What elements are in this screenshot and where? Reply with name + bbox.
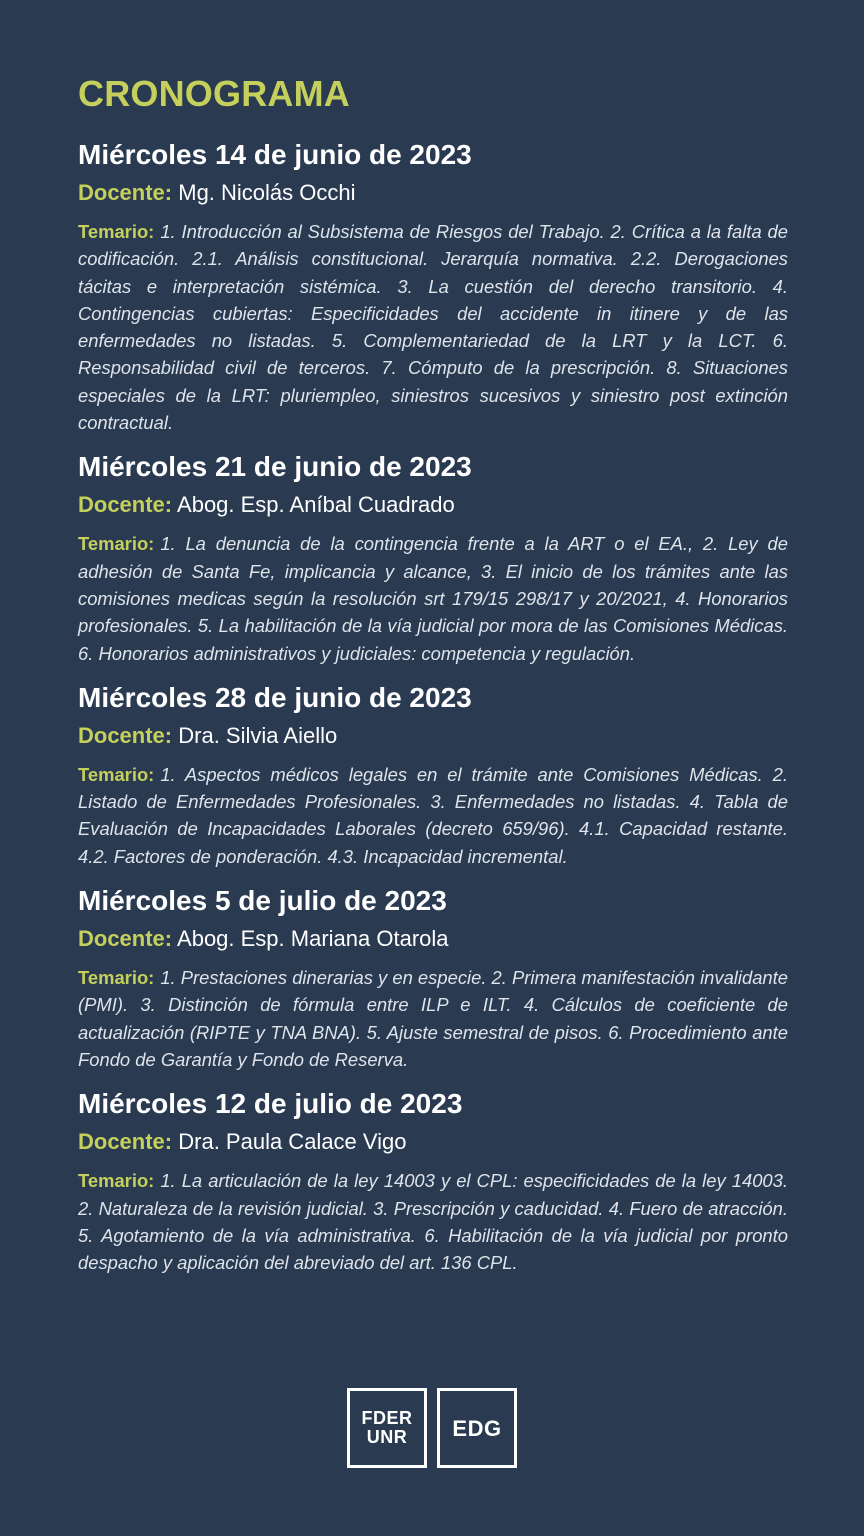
temario-label: Temario: (78, 967, 155, 989)
docente-label: Docente: (78, 722, 173, 748)
session-date: Miércoles 21 de junio de 2023 (78, 451, 472, 483)
docente-label: Docente: (78, 1129, 173, 1155)
session-2 (78, 450, 788, 666)
temario-label: Temario: (78, 763, 155, 785)
docente-name: Abog. Esp. Aníbal Cuadrado (177, 492, 455, 518)
temario-text: 1. Introducción al Subsistema de Riesgos del Trabajo. 2. Crítica a la falta de codificación. 2.1. Análisis constitucional. Jerarquía normativa. 2.2. Derogaciones tácitas e interpretación sistémica. 3. La cuestión del derecho transitorio. 4. Contingencias cubiertas: Especificidades del accidente in itinere y de las enfermedades no listadas. 5. Complementariedad de la LRT y la LCT. 6. Responsabilidad civil de terceros. 7. Cómputo de la prescripción. 8. Situaciones especiales de la LRT: pluriempleo, siniestros sucesivos y siniestro post extinción contractual. (78, 221, 788, 434)
temario-paragraph (78, 964, 788, 1073)
session-date: Miércoles 5 de julio de 2023 (78, 885, 447, 917)
edg-logo (437, 1388, 517, 1468)
session-1 (78, 138, 788, 436)
temario-paragraph (78, 761, 788, 870)
temario-paragraph (78, 530, 788, 666)
fder-logo-line2: UNR (366, 1427, 408, 1447)
temario-paragraph (78, 1167, 788, 1276)
docente-name: Mg. Nicolás Occhi (178, 180, 356, 205)
edg-logo-text: EDG (452, 1415, 502, 1441)
session-date: Miércoles 14 de junio de 2023 (78, 139, 472, 170)
fder-logo-line1: FDER (361, 1408, 413, 1428)
temario-text: 1. La articulación de la ley 14003 y el CPL: especificidades de la ley 14003. 2. Naturaleza de la revisión judicial. 3. Prescripción y caducidad. 4. Fuero de atracción. 5. Agotamiento de la vía administrativa. 6. Habilitación de la vía judicial por pronto despacho y aplicación del abreviado del art. 136 CPL. (78, 1170, 788, 1274)
docente-name: Dra. Paula Calace Vigo (178, 1129, 407, 1155)
session-4 (78, 884, 788, 1073)
session-3 (78, 681, 788, 870)
docente-line (78, 1127, 788, 1157)
temario-label: Temario: (78, 221, 155, 242)
session-5 (78, 1087, 788, 1276)
docente-line (78, 721, 788, 751)
docente-name: Dra. Silvia Aiello (178, 722, 338, 748)
session-date: Miércoles 12 de julio de 2023 (78, 1088, 463, 1120)
fder-unr-logo (347, 1388, 427, 1468)
docente-label: Docente: (78, 926, 173, 952)
docente-name: Abog. Esp. Mariana Otarola (177, 926, 449, 952)
docente-label: Docente: (78, 180, 173, 205)
session-date: Miércoles 28 de junio de 2023 (78, 681, 472, 713)
docente-line (78, 490, 788, 520)
page-title: CRONOGRAMA (78, 73, 350, 114)
footer-logos (347, 1388, 517, 1468)
temario-paragraph (78, 218, 788, 436)
temario-text: 1. La denuncia de la contingencia frente a la ART o el EA., 2. Ley de adhesión de Santa Fe, implicancia y alcance, 3. El inicio de los trámites ante las comisiones medicas según la resolución srt 179/15 298/17 y 20/2021, 4. Honorarios profesionales. 5. La habilitación de la vía judicial por mora de las Comisiones Médicas. 6. Honorarios administrativos y judiciales: competencia y regulación. (78, 533, 788, 664)
temario-label: Temario: (78, 533, 155, 555)
temario-text: 1. Prestaciones dinerarias y en especie. 2. Primera manifestación invalidante (PMI). 3. Distinción de fórmula entre ILP e ILT. 4. Cálculos de coeficiente de actualización (RIPTE y TNA BNA). 5. Ajuste semestral de pisos. 6. Procedimiento ante Fondo de Garantía y Fondo de Reserva. (78, 967, 788, 1070)
temario-text: 1. Aspectos médicos legales en el trámite ante Comisiones Médicas. 2. Listado de Enfermedades Profesionales. 3. Enfermedades no listadas. 4. Tabla de Evaluación de Incapacidades Laborales (decreto 659/96). 4.1. Capacidad restante. 4.2. Factores de ponderación. 4.3. Incapacidad incremental. (78, 763, 788, 867)
schedule-page (78, 72, 788, 1290)
docente-line (78, 924, 788, 954)
docente-label: Docente: (78, 492, 173, 518)
temario-label: Temario: (78, 1170, 155, 1192)
docente-line (78, 178, 788, 208)
